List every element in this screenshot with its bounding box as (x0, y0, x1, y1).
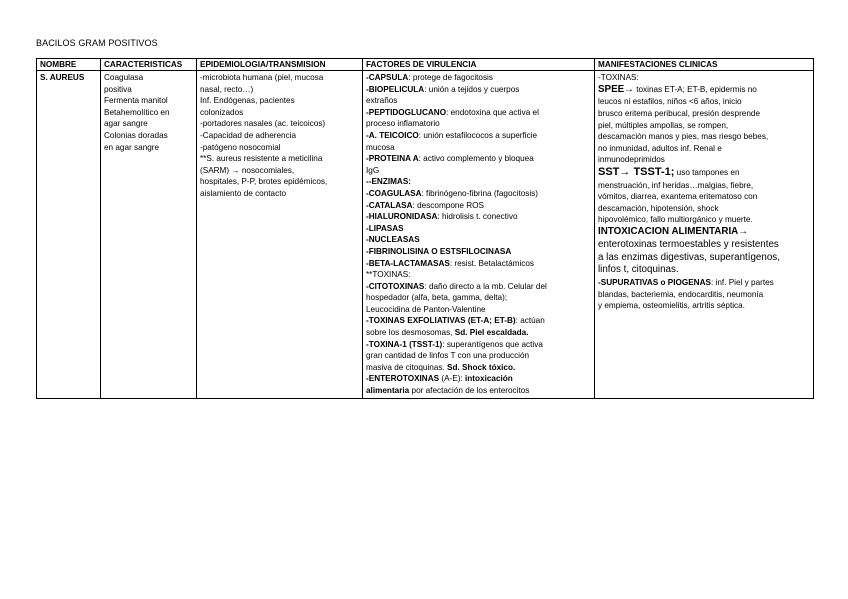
virulencia-text: : descompone ROS (412, 200, 484, 210)
virulencia-term: -TOXINAS EXFOLIATIVAS (ET-A; ET-B) (366, 316, 516, 326)
virulencia-text: extraños (366, 96, 398, 106)
virulencia-line (366, 315, 591, 327)
virulencia-text: : actúan (515, 316, 545, 326)
virulencia-text: : fibrinógeno-fibrina (fagocitosis) (421, 188, 538, 198)
cell-virulencia (363, 71, 595, 399)
epidemiologia-line: **S. aureus resistente a meticilina (200, 154, 323, 164)
supurativas-line: blandas, bacteriemia, endocarditis, neumonía (598, 289, 764, 299)
sst-line: vómitos, diarrea, exantema eritematoso con (598, 192, 758, 202)
virulencia-line (366, 350, 591, 362)
header-virulencia: FACTORES DE VIRULENCIA (363, 59, 595, 71)
epidemiologia-line: -portadores nasales (ac. teicoicos) (200, 119, 326, 129)
sst-line: hipovolémico, fallo multiorgánico y muerte. (598, 215, 753, 225)
virulencia-line (366, 292, 591, 304)
virulencia-line (366, 107, 591, 119)
epidemiologia-line: -microbiota humana (piel, mucosa (200, 73, 324, 82)
virulencia-term: -HIALURONIDASA (366, 212, 438, 222)
sst-label: SST→ TSST-1; (598, 165, 675, 178)
table-row (37, 71, 814, 399)
virulencia-text: : unión estafilococos a superficie (418, 130, 538, 140)
intox-line: a las enzimas digestivas, superantígenos, (598, 251, 780, 263)
virulencia-text: Leucocidina de Panton-Valentine (366, 304, 486, 314)
epidemiologia-line: (SARM) → nosocomiales, (200, 165, 295, 175)
epidemiologia-line: nasal, recto…) (200, 84, 254, 94)
virulencia-line (366, 84, 591, 96)
epidemiologia-line: aislamiento de contacto (200, 188, 287, 198)
cell-caracteristicas (101, 71, 197, 399)
virulencia-line (366, 118, 591, 130)
virulencia-term: -ENTEROTOXINAS (366, 374, 440, 384)
intox-line: enterotoxinas termoestables y resistentes (598, 238, 779, 250)
virulencia-emphasis: intoxicación (465, 374, 513, 384)
virulencia-text: por afectación de los enterocitos (409, 386, 530, 396)
caracteristica-line: Colonias doradas (104, 130, 168, 140)
virulencia-text: : activo complemento y bloquea (418, 154, 534, 164)
caracteristica-line: positiva (104, 84, 132, 94)
virulencia-text: : endotoxina que activa el (446, 107, 539, 117)
supurativas-text: : inf. Piel y partes (710, 278, 774, 288)
virulencia-line (366, 95, 591, 107)
virulencia-term: -FIBRINOLISINA O ESTSFILOCINASA (366, 246, 512, 256)
virulencia-line (366, 130, 591, 142)
virulencia-text: mucosa (366, 142, 395, 152)
virulencia-text: sobre los desmosomas, (366, 328, 455, 338)
virulencia-term: -NUCLEASAS (366, 235, 420, 245)
sst-text: uso tampones en (674, 167, 740, 177)
virulencia-line (366, 165, 591, 177)
cell-epidemiologia (197, 71, 363, 399)
virulencia-line (366, 385, 591, 397)
spee-line: no inmunidad, adultos inf. Renal e (598, 143, 722, 153)
caracteristica-line: Coagulasa (104, 73, 144, 82)
virulencia-term: -A. TEICOICO (366, 130, 419, 140)
header-nombre: NOMBRE (37, 59, 101, 71)
sst-line: menstruación, inf heridas…malgias, fiebre, (598, 180, 754, 190)
caracteristica-line: en agar sangre (104, 142, 160, 152)
virulencia-line (366, 362, 591, 374)
virulencia-text: proceso inflamatorio (366, 119, 440, 129)
virulencia-line (366, 373, 591, 385)
virulencia-term: -BIOPELICULA (366, 84, 425, 94)
sst-line: descamación, hipotensión, shock (598, 203, 719, 213)
virulencia-text: : daño directo a la mb. Celular del (424, 281, 547, 291)
virulencia-text: : hidrolisis t. conectivo (437, 212, 518, 222)
epidemiologia-line: colonizados (200, 107, 244, 117)
spee-first-line (598, 84, 810, 97)
virulencia-emphasis: Sd. Piel escaldada. (454, 328, 529, 338)
virulencia-line (366, 246, 591, 258)
virulencia-term: -LIPASAS (366, 223, 404, 233)
epidemiologia-line: -Capacidad de adherencia (200, 130, 297, 140)
spee-line: brusco eritema peribucal, presión desprende (598, 108, 761, 118)
virulencia-line (366, 339, 591, 351)
virulencia-line (366, 142, 591, 154)
supurativas-line: y empiema, osteomielitis, artritis séptica. (598, 301, 745, 311)
virulencia-text: : resist. Betalactámicos (449, 258, 535, 268)
summary-table (36, 58, 814, 399)
virulencia-term: -PEPTIDOGLUCANO (366, 107, 447, 117)
virulencia-text: : superantígenos que activa (442, 339, 543, 349)
document-title: BACILOS GRAM POSITIVOS (36, 38, 158, 48)
epidemiologia-line: -patógeno nosocomial (200, 142, 281, 152)
virulencia-line (366, 72, 591, 84)
supurativas-label: -SUPURATIVAS o PIOGENAS (598, 278, 711, 288)
virulencia-term: -COAGULASA (366, 188, 422, 198)
epidemiologia-line: hospitales, P-P, brotes epidémicos, (200, 177, 328, 187)
virulencia-term: -TOXINA-1 (TSST-1) (366, 339, 443, 349)
intox-label: INTOXICACION ALIMENTARIA→ (598, 225, 749, 237)
virulencia-text: : unión a tejidos y cuerpos (424, 84, 520, 94)
spee-text: toxinas ET-A; ET-B, epidermis no (633, 84, 757, 94)
toxinas-heading: -TOXINAS: (598, 73, 639, 82)
virulencia-text: **TOXINAS: (366, 270, 411, 280)
intox-line: linfos t, citoquinas. (598, 264, 679, 276)
virulencia-text: gran cantidad de linfos T con una producción (366, 351, 530, 361)
header-epidemiologia: EPIDEMIOLOGIA/TRANSMISION (197, 59, 363, 71)
virulencia-line (366, 281, 591, 293)
virulencia-line (366, 188, 591, 200)
virulencia-line (366, 176, 591, 188)
virulencia-text: (A-E): (439, 374, 466, 384)
virulencia-line (366, 200, 591, 212)
spee-line: leucos ni estafilos, niños <6 años, inicio (598, 97, 742, 107)
virulencia-line (366, 327, 591, 339)
virulencia-line (366, 258, 591, 270)
epidemiologia-line: Inf. Endógenas, pacientes (200, 96, 295, 106)
virulencia-term: --ENZIMAS: (366, 177, 412, 187)
spee-line: piel, múltiples ampollas, se rompen, (598, 120, 729, 130)
header-row (37, 59, 814, 71)
virulencia-term: -CAPSULA (366, 73, 409, 82)
virulencia-line (366, 269, 591, 281)
header-manifestaciones: MANIFESTACIONES CLINICAS (595, 59, 814, 71)
supurativas-first-line (598, 277, 810, 289)
spee-label: SPEE→ (598, 83, 634, 95)
virulencia-emphasis: Sd. Shock tóxico. (447, 362, 516, 372)
cell-manifestaciones (595, 71, 814, 399)
spee-line: descamación manos y pies, mas riesgo bebes, (598, 132, 769, 142)
spee-line: inmunodeprimidos (598, 155, 665, 165)
virulencia-text: : protege de fagocitosis (408, 73, 493, 82)
caracteristica-line: agar sangre (104, 119, 148, 129)
virulencia-line (366, 234, 591, 246)
virulencia-text: IgG (366, 165, 380, 175)
virulencia-line (366, 153, 591, 165)
virulencia-term: -PROTEINA A (366, 154, 419, 164)
virulencia-text: masiva de citoquinas. (366, 362, 448, 372)
virulencia-term: -CITOTOXINAS (366, 281, 425, 291)
virulencia-line (366, 304, 591, 316)
header-caracteristicas: CARACTERISTICAS (101, 59, 197, 71)
virulencia-line (366, 223, 591, 235)
sst-first-line (598, 166, 810, 180)
caracteristica-line: Betahemolítico en (104, 107, 170, 117)
virulencia-term: alimentaria (366, 386, 410, 396)
virulencia-term: -BETA-LACTAMASAS (366, 258, 450, 268)
caracteristica-line: Fermenta manitol (104, 96, 168, 106)
virulencia-term: -CATALASA (366, 200, 413, 210)
cell-nombre: S. AUREUS (37, 71, 101, 399)
virulencia-line (366, 211, 591, 223)
virulencia-text: hospedador (alfa, beta, gamma, delta); (366, 293, 508, 303)
